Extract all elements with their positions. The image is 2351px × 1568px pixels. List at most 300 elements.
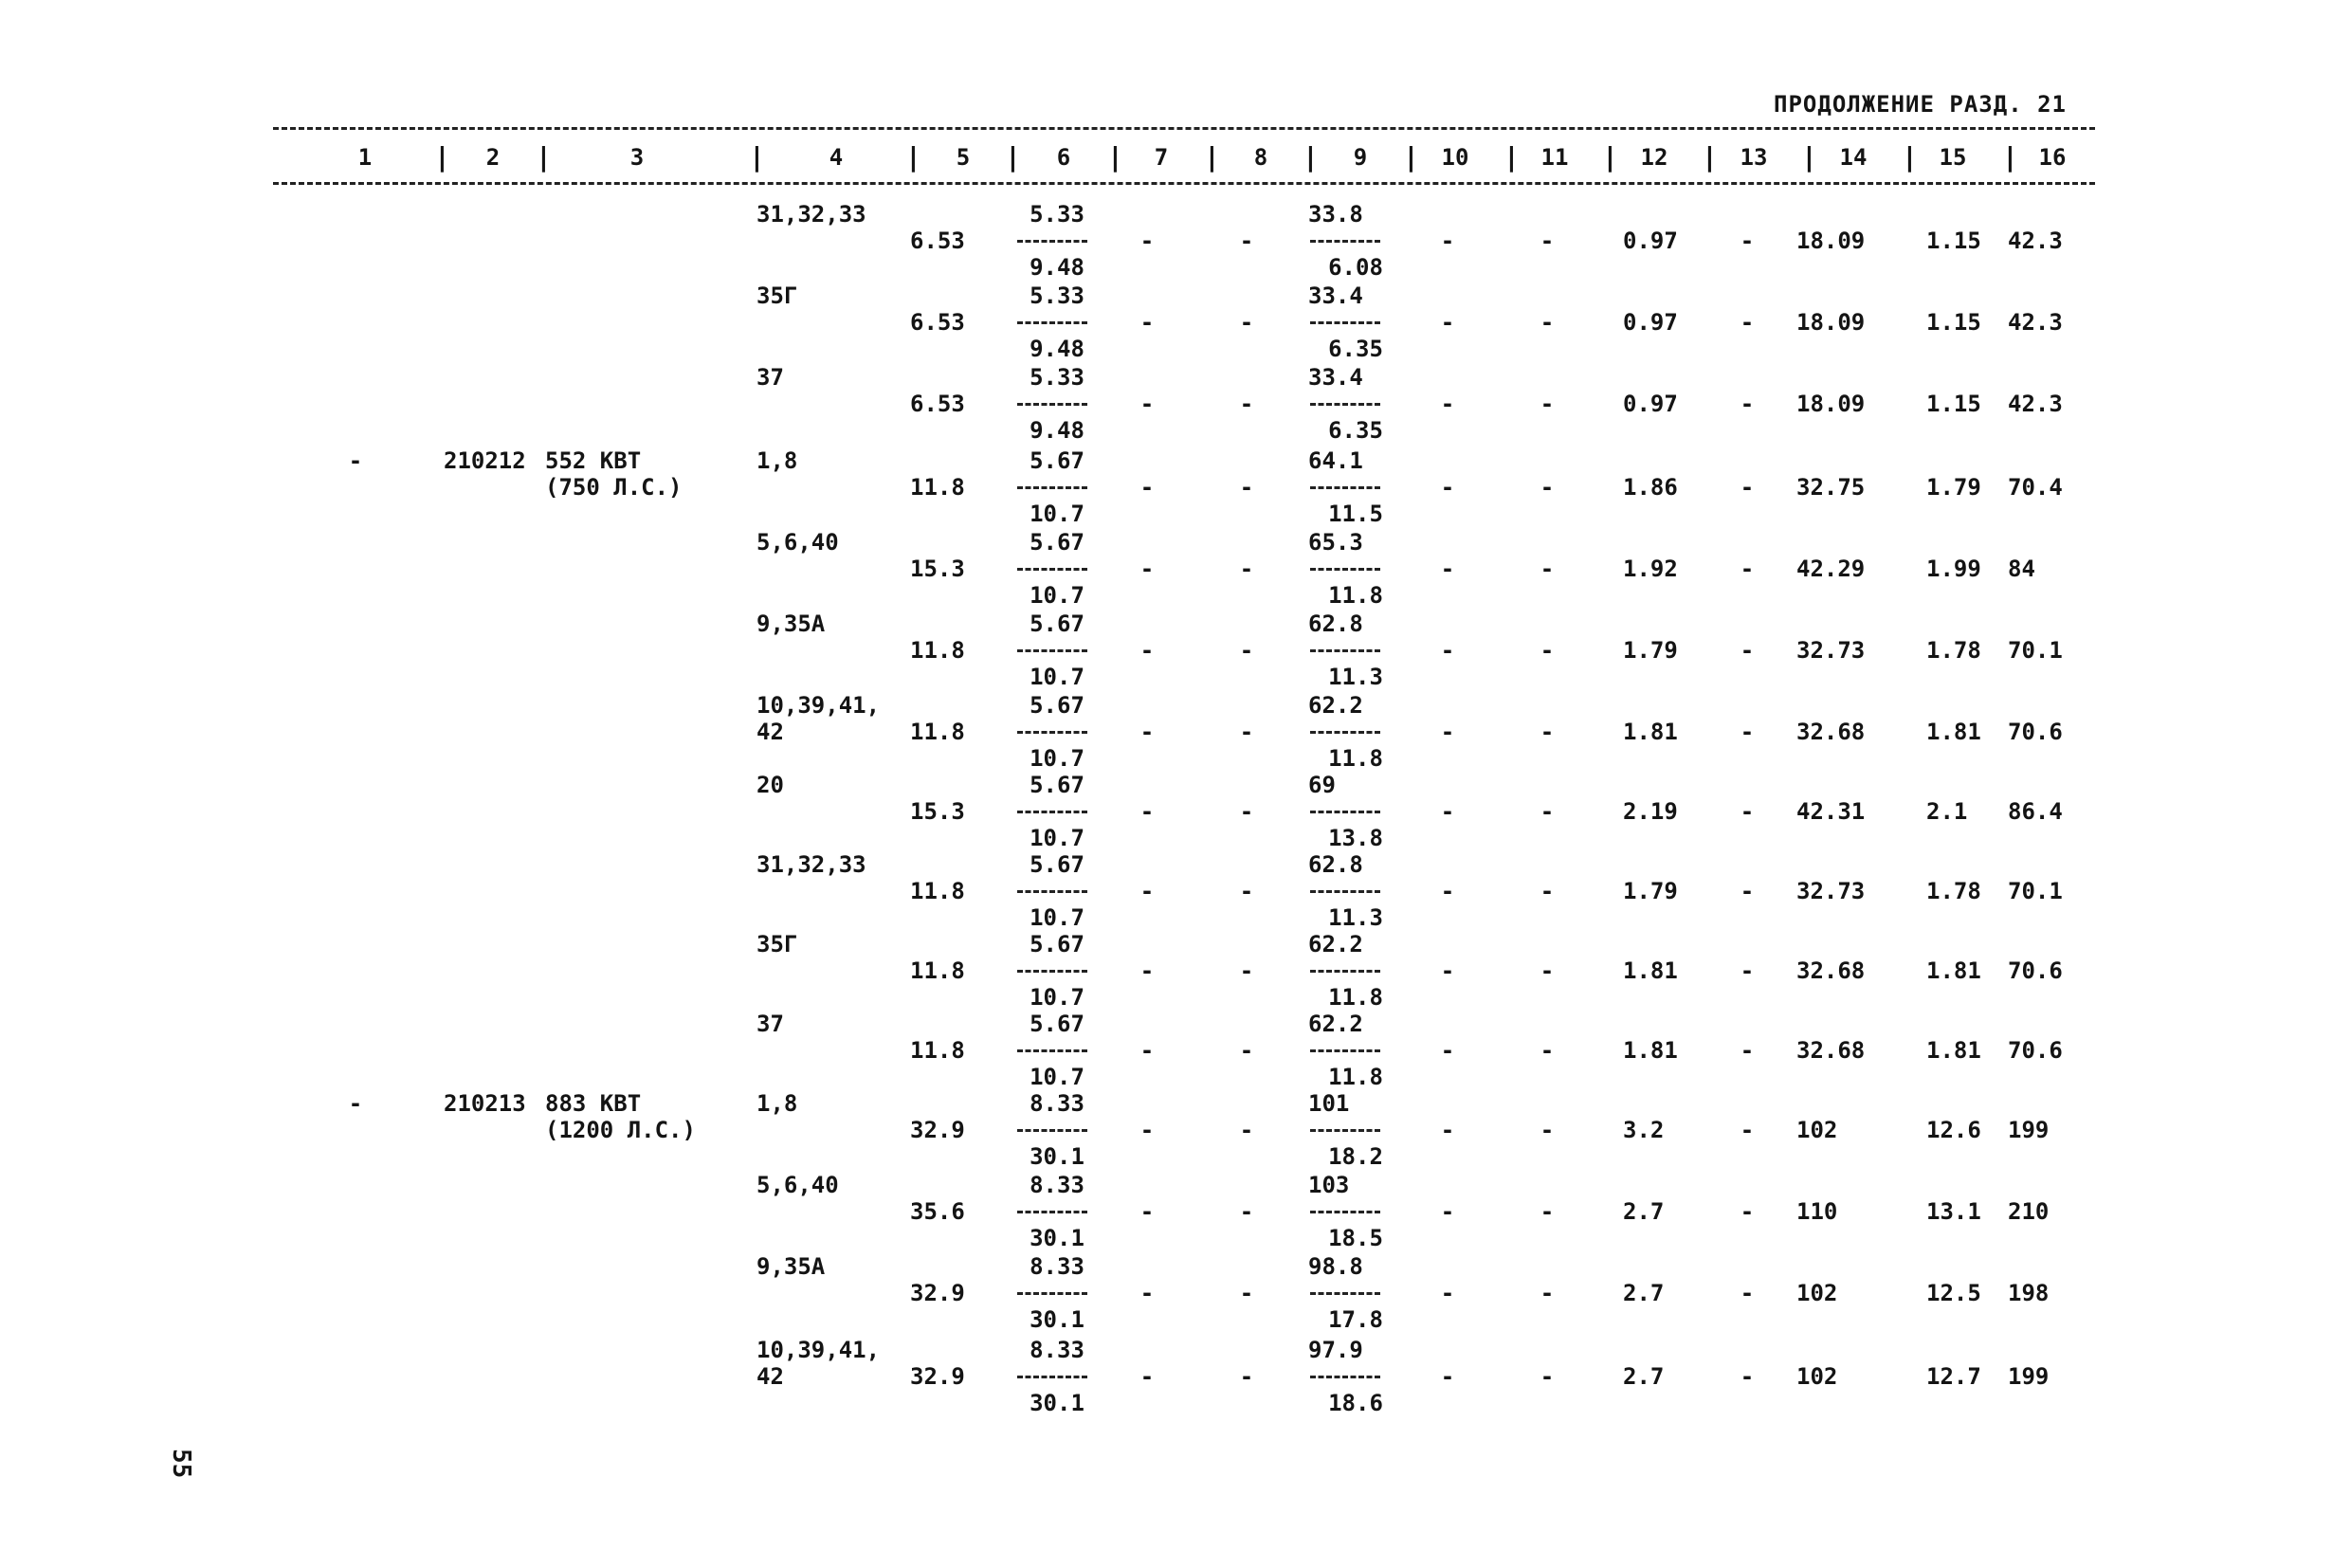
row-col9-denominator: 6.35 [1328, 417, 1383, 444]
row-col11: - [1540, 391, 1555, 417]
row-col6-numerator: 5.33 [1030, 364, 1084, 391]
row-col16: 70.4 [2008, 474, 2063, 501]
row-col10: - [1440, 1117, 1455, 1143]
row-col12: 0.97 [1623, 309, 1678, 336]
row-group: 31,32,33 [756, 201, 866, 228]
row-col13: - [1740, 719, 1755, 745]
row-col9-numerator: 33.8 [1308, 201, 1363, 228]
row-col6-numerator: 8.33 [1030, 1337, 1084, 1363]
row-col11: - [1540, 1363, 1555, 1390]
row-col7: - [1139, 1280, 1155, 1306]
row-col14: 18.09 [1796, 391, 1866, 417]
row-col5: 11.8 [910, 1037, 965, 1064]
row-col14: 42.29 [1796, 556, 1866, 582]
row-col15: 12.5 [1926, 1280, 1981, 1306]
row-col11: - [1540, 878, 1555, 904]
row-col9-numerator: 101 [1308, 1090, 1350, 1117]
column-separator: | [1204, 141, 1220, 173]
row-col14: 102 [1796, 1117, 1838, 1143]
row-col10: - [1440, 309, 1455, 336]
fraction-bar [1017, 321, 1087, 324]
row-col16: 199 [2008, 1117, 2050, 1143]
row-group: 5,6,40 [756, 529, 839, 556]
row-col9-numerator: 62.8 [1308, 611, 1363, 637]
column-header-9: 9 [1353, 144, 1368, 171]
row-col9-denominator: 17.8 [1328, 1306, 1383, 1333]
fraction-bar [1017, 403, 1087, 406]
column-header-15: 15 [1939, 144, 1967, 171]
row-col9-denominator: 11.8 [1328, 745, 1383, 772]
row-col8: - [1239, 1117, 1254, 1143]
row-col7: - [1139, 474, 1155, 501]
fraction-bar [1017, 1211, 1087, 1213]
row-col7: - [1139, 1117, 1155, 1143]
row-col8: - [1239, 1280, 1254, 1306]
row-group: 10,39,41, [756, 692, 881, 719]
row-col8: - [1239, 391, 1254, 417]
row-col9-numerator: 62.2 [1308, 692, 1363, 719]
row-col6-denominator: 10.7 [1030, 904, 1084, 931]
column-separator: | [1602, 141, 1618, 173]
fraction-bar [1310, 1049, 1380, 1052]
row-col7: - [1139, 719, 1155, 745]
row-group: 37 [756, 364, 784, 391]
row-col8: - [1239, 637, 1254, 664]
row-col7: - [1139, 309, 1155, 336]
row-col13: - [1740, 228, 1755, 254]
column-separator: | [1303, 141, 1319, 173]
fraction-bar [1310, 649, 1380, 652]
row-col14: 102 [1796, 1280, 1838, 1306]
row-group: 31,32,33 [756, 851, 866, 878]
row-col6-numerator: 5.67 [1030, 529, 1084, 556]
column-header-13: 13 [1740, 144, 1768, 171]
row-col11: - [1540, 228, 1555, 254]
fraction-bar [1310, 486, 1380, 489]
row-code: 210212 [444, 447, 526, 474]
row-col5: 11.8 [910, 719, 965, 745]
fraction-bar [1017, 811, 1087, 813]
row-col9-numerator: 62.2 [1308, 1011, 1363, 1037]
column-header-5: 5 [956, 144, 971, 171]
row-col6-numerator: 5.67 [1030, 772, 1084, 798]
fraction-bar [1310, 811, 1380, 813]
column-separator: | [1107, 141, 1123, 173]
fraction-bar [1310, 970, 1380, 973]
row-col10: - [1440, 1037, 1455, 1064]
row-col15: 1.79 [1926, 474, 1981, 501]
row-col11: - [1540, 309, 1555, 336]
row-col5: 32.9 [910, 1280, 965, 1306]
row-col7: - [1139, 798, 1155, 825]
fraction-bar [1310, 403, 1380, 406]
column-header-14: 14 [1839, 144, 1868, 171]
column-separator: | [2002, 141, 2018, 173]
row-col16: 210 [2008, 1198, 2050, 1225]
row-col7: - [1139, 556, 1155, 582]
row-group-cont: 42 [756, 1363, 784, 1390]
fraction-bar [1017, 568, 1087, 571]
fraction-bar [1310, 321, 1380, 324]
row-col16: 42.3 [2008, 309, 2063, 336]
row-col12: 0.97 [1623, 391, 1678, 417]
row-col9-numerator: 103 [1308, 1172, 1350, 1198]
row-col14: 18.09 [1796, 309, 1866, 336]
row-col13: - [1740, 556, 1755, 582]
fraction-bar [1017, 240, 1087, 243]
row-col7: - [1139, 637, 1155, 664]
row-col16: 70.1 [2008, 878, 2063, 904]
fraction-bar [1017, 970, 1087, 973]
column-header-3: 3 [629, 144, 645, 171]
row-col9-numerator: 62.8 [1308, 851, 1363, 878]
row-col6-numerator: 8.33 [1030, 1172, 1084, 1198]
row-col5: 11.8 [910, 637, 965, 664]
fraction-bar [1310, 240, 1380, 243]
row-col12: 1.79 [1623, 637, 1678, 664]
row-col15: 1.81 [1926, 1037, 1981, 1064]
row-col10: - [1440, 878, 1455, 904]
row-col10: - [1440, 391, 1455, 417]
row-col16: 70.1 [2008, 637, 2063, 664]
row-col13: - [1740, 1363, 1755, 1390]
row-col12: 1.81 [1623, 1037, 1678, 1064]
row-group: 5,6,40 [756, 1172, 839, 1198]
column-header-10: 10 [1441, 144, 1469, 171]
row-col15: 1.78 [1926, 878, 1981, 904]
row-col5: 6.53 [910, 228, 965, 254]
column-separator: | [1801, 141, 1817, 173]
column-separator: | [1504, 141, 1520, 173]
row-col5: 32.9 [910, 1363, 965, 1390]
row-col13: - [1740, 309, 1755, 336]
row-col13: - [1740, 474, 1755, 501]
row-col5: 11.8 [910, 957, 965, 984]
row-col5: 6.53 [910, 309, 965, 336]
row-col7: - [1139, 1363, 1155, 1390]
row-col15: 1.81 [1926, 719, 1981, 745]
column-separator: | [1005, 141, 1021, 173]
row-col13: - [1740, 637, 1755, 664]
column-header-16: 16 [2038, 144, 2067, 171]
row-col6-numerator: 5.67 [1030, 611, 1084, 637]
row-col6-numerator: 5.67 [1030, 692, 1084, 719]
row-col9-denominator: 11.8 [1328, 1064, 1383, 1090]
row-dash: - [348, 447, 363, 474]
row-col9-denominator: 13.8 [1328, 825, 1383, 851]
row-col12: 1.81 [1623, 719, 1678, 745]
row-col6-denominator: 9.48 [1030, 254, 1084, 281]
row-group-cont: 42 [756, 719, 784, 745]
row-col6-numerator: 5.33 [1030, 201, 1084, 228]
fraction-bar [1310, 1211, 1380, 1213]
fraction-bar [1017, 731, 1087, 734]
fraction-bar [1310, 568, 1380, 571]
row-col16: 84 [2008, 556, 2035, 582]
row-col6-denominator: 9.48 [1030, 336, 1084, 362]
row-group: 1,8 [756, 447, 798, 474]
row-col8: - [1239, 798, 1254, 825]
row-col13: - [1740, 1117, 1755, 1143]
row-col9-numerator: 65.3 [1308, 529, 1363, 556]
row-col8: - [1239, 957, 1254, 984]
column-header-2: 2 [485, 144, 501, 171]
row-col16: 199 [2008, 1363, 2050, 1390]
column-header-6: 6 [1056, 144, 1071, 171]
row-col15: 2.1 [1926, 798, 1968, 825]
fraction-bar [1017, 1376, 1087, 1378]
row-col7: - [1139, 228, 1155, 254]
row-col11: - [1540, 1117, 1555, 1143]
row-col13: - [1740, 957, 1755, 984]
header-rule-top [273, 127, 2095, 130]
row-power: 883 КВТ [545, 1090, 642, 1117]
fraction-bar [1017, 1129, 1087, 1132]
row-col13: - [1740, 1280, 1755, 1306]
fraction-bar [1310, 890, 1380, 893]
header-rule-bottom [273, 182, 2095, 185]
row-col14: 110 [1796, 1198, 1838, 1225]
row-col11: - [1540, 474, 1555, 501]
row-group: 1,8 [756, 1090, 798, 1117]
row-power-hp: (750 Л.С.) [545, 474, 683, 501]
row-col13: - [1740, 878, 1755, 904]
row-col9-denominator: 18.6 [1328, 1390, 1383, 1416]
row-col6-denominator: 10.7 [1030, 984, 1084, 1011]
row-col15: 1.99 [1926, 556, 1981, 582]
row-col16: 70.6 [2008, 957, 2063, 984]
row-group: 37 [756, 1011, 784, 1037]
row-col14: 32.73 [1796, 878, 1866, 904]
row-col13: - [1740, 1198, 1755, 1225]
row-col7: - [1139, 878, 1155, 904]
row-col9-denominator: 6.08 [1328, 254, 1383, 281]
column-header-row [0, 141, 2351, 173]
row-col11: - [1540, 1280, 1555, 1306]
fraction-bar [1310, 1129, 1380, 1132]
row-col9-numerator: 98.8 [1308, 1253, 1363, 1280]
row-col12: 2.7 [1623, 1363, 1665, 1390]
row-col5: 11.8 [910, 878, 965, 904]
row-col9-numerator: 69 [1308, 772, 1336, 798]
row-col14: 32.73 [1796, 637, 1866, 664]
row-col12: 2.7 [1623, 1280, 1665, 1306]
row-col10: - [1440, 474, 1455, 501]
row-group: 9,35А [756, 1253, 826, 1280]
row-col14: 32.68 [1796, 719, 1866, 745]
row-dash: - [348, 1090, 363, 1117]
section-heading: ПРОДОЛЖЕНИЕ РАЗД. 21 [1774, 91, 2067, 118]
fraction-bar [1017, 1049, 1087, 1052]
row-col8: - [1239, 878, 1254, 904]
row-col14: 42.31 [1796, 798, 1866, 825]
row-col14: 32.68 [1796, 957, 1866, 984]
row-col10: - [1440, 228, 1455, 254]
row-col11: - [1540, 719, 1555, 745]
row-col5: 6.53 [910, 391, 965, 417]
column-separator: | [1403, 141, 1419, 173]
row-col6-denominator: 10.7 [1030, 501, 1084, 527]
fraction-bar [1310, 1292, 1380, 1295]
row-col6-denominator: 10.7 [1030, 745, 1084, 772]
row-col9-denominator: 11.3 [1328, 904, 1383, 931]
row-col7: - [1139, 957, 1155, 984]
row-code: 210213 [444, 1090, 526, 1117]
row-col9-denominator: 11.5 [1328, 501, 1383, 527]
row-power: 552 КВТ [545, 447, 642, 474]
column-separator: | [536, 141, 552, 173]
row-col15: 1.15 [1926, 228, 1981, 254]
row-col5: 11.8 [910, 474, 965, 501]
column-separator: | [749, 141, 765, 173]
row-col10: - [1440, 1280, 1455, 1306]
row-col11: - [1540, 798, 1555, 825]
column-header-11: 11 [1540, 144, 1569, 171]
row-col6-numerator: 5.67 [1030, 447, 1084, 474]
row-col15: 1.15 [1926, 309, 1981, 336]
column-header-1: 1 [357, 144, 373, 171]
row-col6-numerator: 8.33 [1030, 1253, 1084, 1280]
row-col7: - [1139, 1198, 1155, 1225]
column-separator: | [1902, 141, 1918, 173]
row-col11: - [1540, 1037, 1555, 1064]
row-col11: - [1540, 1198, 1555, 1225]
row-col12: 1.81 [1623, 957, 1678, 984]
fraction-bar [1017, 486, 1087, 489]
row-group: 35Г [756, 283, 798, 309]
row-col15: 1.78 [1926, 637, 1981, 664]
row-col16: 70.6 [2008, 1037, 2063, 1064]
row-col6-denominator: 30.1 [1030, 1306, 1084, 1333]
row-col12: 1.86 [1623, 474, 1678, 501]
row-col9-denominator: 18.5 [1328, 1225, 1383, 1251]
row-col8: - [1239, 309, 1254, 336]
row-col15: 13.1 [1926, 1198, 1981, 1225]
row-col6-numerator: 5.67 [1030, 1011, 1084, 1037]
row-col9-numerator: 97.9 [1308, 1337, 1363, 1363]
row-col16: 42.3 [2008, 228, 2063, 254]
row-col12: 2.7 [1623, 1198, 1665, 1225]
row-col5: 35.6 [910, 1198, 965, 1225]
row-col11: - [1540, 556, 1555, 582]
row-col9-denominator: 11.8 [1328, 582, 1383, 609]
row-col16: 198 [2008, 1280, 2050, 1306]
row-col13: - [1740, 391, 1755, 417]
row-col5: 15.3 [910, 556, 965, 582]
row-col8: - [1239, 474, 1254, 501]
row-col8: - [1239, 719, 1254, 745]
row-col14: 32.75 [1796, 474, 1866, 501]
row-col10: - [1440, 719, 1455, 745]
fraction-bar [1017, 649, 1087, 652]
row-col6-denominator: 10.7 [1030, 825, 1084, 851]
column-separator: | [434, 141, 450, 173]
fraction-bar [1310, 1376, 1380, 1378]
row-col12: 1.92 [1623, 556, 1678, 582]
row-col10: - [1440, 798, 1455, 825]
row-col14: 102 [1796, 1363, 1838, 1390]
row-col10: - [1440, 957, 1455, 984]
row-power-hp: (1200 Л.С.) [545, 1117, 696, 1143]
row-group: 20 [756, 772, 784, 798]
row-col16: 70.6 [2008, 719, 2063, 745]
row-col6-denominator: 10.7 [1030, 582, 1084, 609]
row-col9-numerator: 64.1 [1308, 447, 1363, 474]
column-separator: | [1702, 141, 1718, 173]
row-col6-numerator: 5.67 [1030, 931, 1084, 957]
row-col6-numerator: 5.33 [1030, 283, 1084, 309]
row-col8: - [1239, 228, 1254, 254]
row-group: 9,35А [756, 611, 826, 637]
row-col9-denominator: 6.35 [1328, 336, 1383, 362]
row-col9-denominator: 18.2 [1328, 1143, 1383, 1170]
row-col5: 15.3 [910, 798, 965, 825]
row-col12: 3.2 [1623, 1117, 1665, 1143]
row-col10: - [1440, 1363, 1455, 1390]
row-col9-numerator: 62.2 [1308, 931, 1363, 957]
row-col10: - [1440, 637, 1455, 664]
row-col15: 12.7 [1926, 1363, 1981, 1390]
row-col7: - [1139, 391, 1155, 417]
row-col12: 1.79 [1623, 878, 1678, 904]
column-header-8: 8 [1253, 144, 1268, 171]
row-col9-numerator: 33.4 [1308, 283, 1363, 309]
row-col11: - [1540, 957, 1555, 984]
column-header-12: 12 [1640, 144, 1668, 171]
row-col13: - [1740, 798, 1755, 825]
fraction-bar [1017, 890, 1087, 893]
row-col7: - [1139, 1037, 1155, 1064]
row-col6-numerator: 8.33 [1030, 1090, 1084, 1117]
row-col11: - [1540, 637, 1555, 664]
fraction-bar [1017, 1292, 1087, 1295]
row-col15: 1.15 [1926, 391, 1981, 417]
row-col8: - [1239, 556, 1254, 582]
row-col6-denominator: 30.1 [1030, 1225, 1084, 1251]
row-col8: - [1239, 1363, 1254, 1390]
row-col6-denominator: 9.48 [1030, 417, 1084, 444]
fraction-bar [1310, 731, 1380, 734]
row-col13: - [1740, 1037, 1755, 1064]
row-col6-denominator: 10.7 [1030, 1064, 1084, 1090]
row-col10: - [1440, 556, 1455, 582]
row-col6-denominator: 30.1 [1030, 1390, 1084, 1416]
row-col8: - [1239, 1037, 1254, 1064]
row-col16: 86.4 [2008, 798, 2063, 825]
row-col14: 32.68 [1796, 1037, 1866, 1064]
row-col6-numerator: 5.67 [1030, 851, 1084, 878]
column-header-4: 4 [829, 144, 844, 171]
row-col15: 1.81 [1926, 957, 1981, 984]
row-col6-denominator: 10.7 [1030, 664, 1084, 690]
column-separator: | [905, 141, 921, 173]
row-group: 10,39,41, [756, 1337, 881, 1363]
row-col6-denominator: 30.1 [1030, 1143, 1084, 1170]
column-header-7: 7 [1154, 144, 1169, 171]
row-col14: 18.09 [1796, 228, 1866, 254]
row-col9-denominator: 11.3 [1328, 664, 1383, 690]
row-col15: 12.6 [1926, 1117, 1981, 1143]
row-col8: - [1239, 1198, 1254, 1225]
row-col10: - [1440, 1198, 1455, 1225]
row-group: 35Г [756, 931, 798, 957]
row-col9-denominator: 11.8 [1328, 984, 1383, 1011]
row-col12: 2.19 [1623, 798, 1678, 825]
page-number: 55 [167, 1449, 195, 1479]
row-col5: 32.9 [910, 1117, 965, 1143]
row-col12: 0.97 [1623, 228, 1678, 254]
row-col16: 42.3 [2008, 391, 2063, 417]
